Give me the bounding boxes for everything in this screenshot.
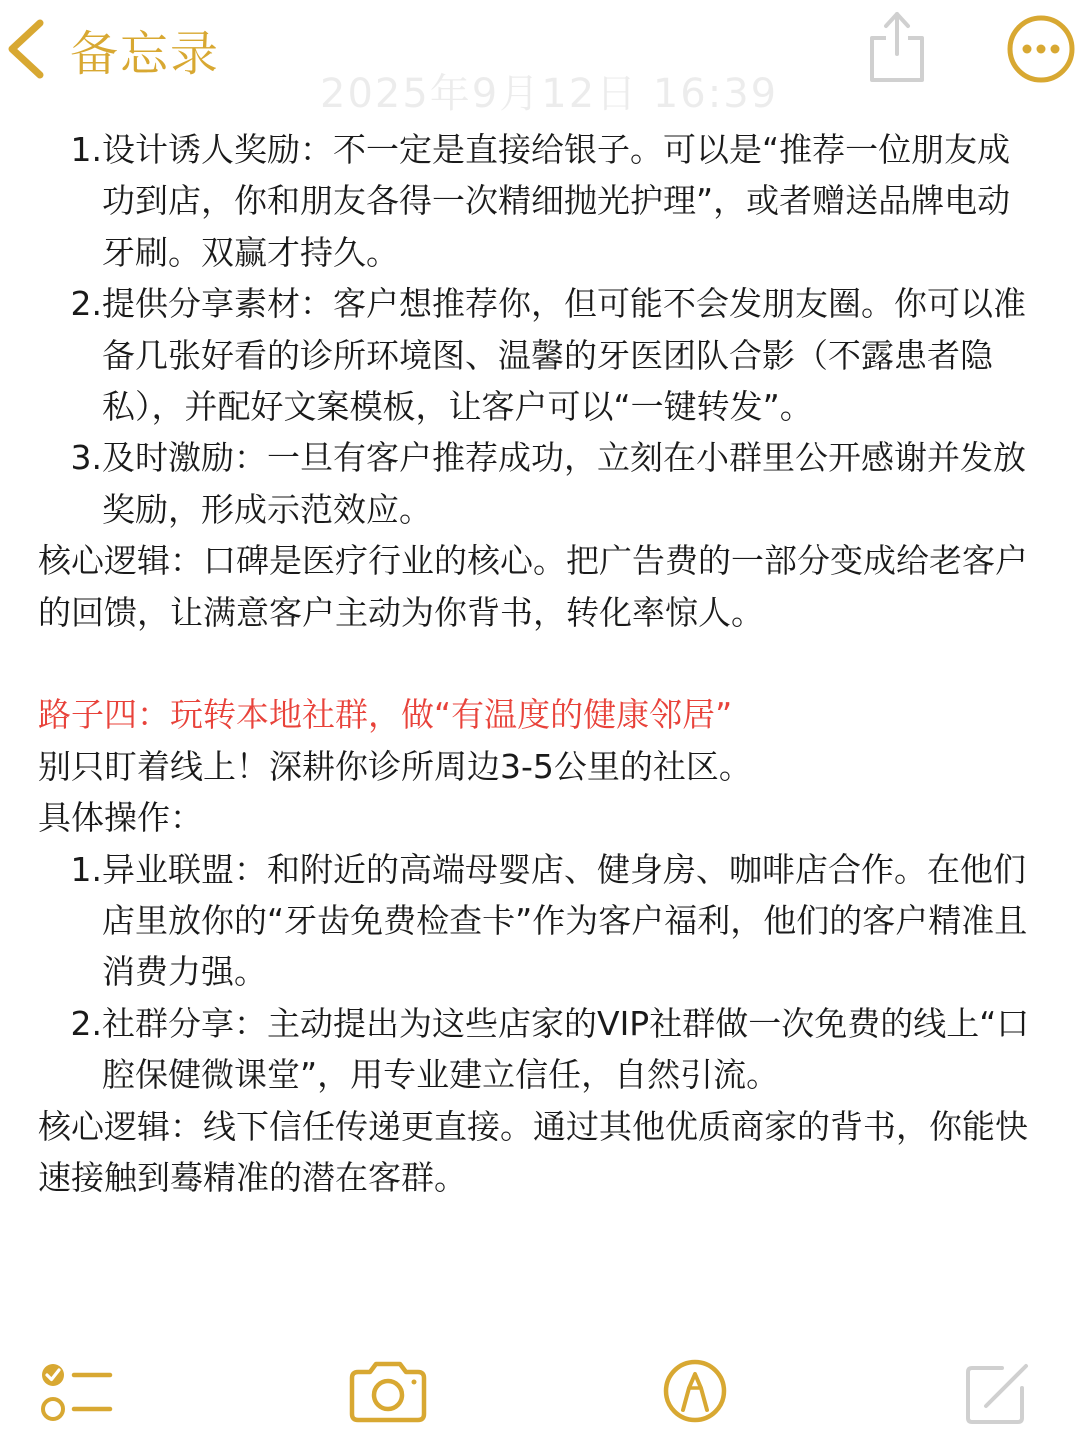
list-item	[38, 844, 1038, 998]
section-heading: 路子四：玩转本地社群，做“有温度的健康邻居”	[38, 695, 733, 735]
checklist-icon[interactable]	[40, 1360, 114, 1424]
core-logic-paragraph: 核心逻辑：口碑是医疗行业的核心。把广告费的一部分变成给老客户的回馈，让满意客户主动为你背书，转化率惊人。	[38, 541, 1028, 632]
list-number: 2.	[70, 1003, 102, 1043]
back-label: 备忘录	[70, 25, 221, 82]
note-date: 2025年9月12日 16:39	[320, 71, 779, 117]
intro-paragraph: 别只盯着线上！深耕你诊所周边3-5公里的社区。	[38, 746, 752, 786]
list-text: 社群分享：主动提出为这些店家的VIP社群做一次免费的线上“口腔保健微课堂”，用专业建立信任，自然引流。	[102, 1003, 1030, 1095]
list-item	[38, 432, 1038, 535]
chevron-left-icon	[4, 17, 48, 81]
list-item	[38, 124, 1038, 278]
note-body[interactable]	[38, 124, 1038, 1204]
compose-icon[interactable]	[962, 1356, 1034, 1428]
bottom-toolbar	[0, 1350, 1080, 1443]
share-icon[interactable]	[866, 8, 928, 84]
list-item	[38, 278, 1038, 432]
list-text: 提供分享素材：客户想推荐你，但可能不会发朋友圈。你可以准备几张好看的诊所环境图、温馨的牙医团队合影（不露患者隐私），并配好文案模板，让客户可以“一键转发”。	[102, 284, 1026, 427]
back-button[interactable]	[0, 14, 240, 84]
list-text: 设计诱人奖励：不一定是直接给银子。可以是“推荐一位朋友成功到店，你和朋友各得一次精细抛光护理”，或者赠送品牌电动牙刷。双赢才持久。	[102, 130, 1011, 272]
operations-label: 具体操作：	[38, 798, 203, 838]
list-number: 3.	[70, 438, 102, 478]
list-number: 1.	[70, 130, 102, 169]
list-number: 2.	[70, 284, 102, 324]
markup-pen-icon[interactable]	[662, 1358, 728, 1424]
more-options-icon[interactable]	[1006, 14, 1076, 84]
list-text: 异业联盟：和附近的高端母婴店、健身房、咖啡店合作。在他们店里放你的“牙齿免费检查卡”作为客户福利，他们的客户精准且消费力强。	[102, 849, 1028, 992]
core-logic-paragraph: 核心逻辑：线下信任传递更直接。通过其他优质商家的背书，你能快速接触到蓦精准的潜在客群。	[38, 1106, 1028, 1198]
list-number: 1.	[70, 849, 102, 889]
list-text: 及时激励：一旦有客户推荐成功，立刻在小群里公开感谢并发放奖励，形成示范效应。	[102, 438, 1026, 529]
camera-icon[interactable]	[348, 1360, 428, 1424]
blank-line	[38, 638, 1038, 689]
list-item	[38, 998, 1038, 1101]
navigation-bar	[0, 0, 1080, 117]
